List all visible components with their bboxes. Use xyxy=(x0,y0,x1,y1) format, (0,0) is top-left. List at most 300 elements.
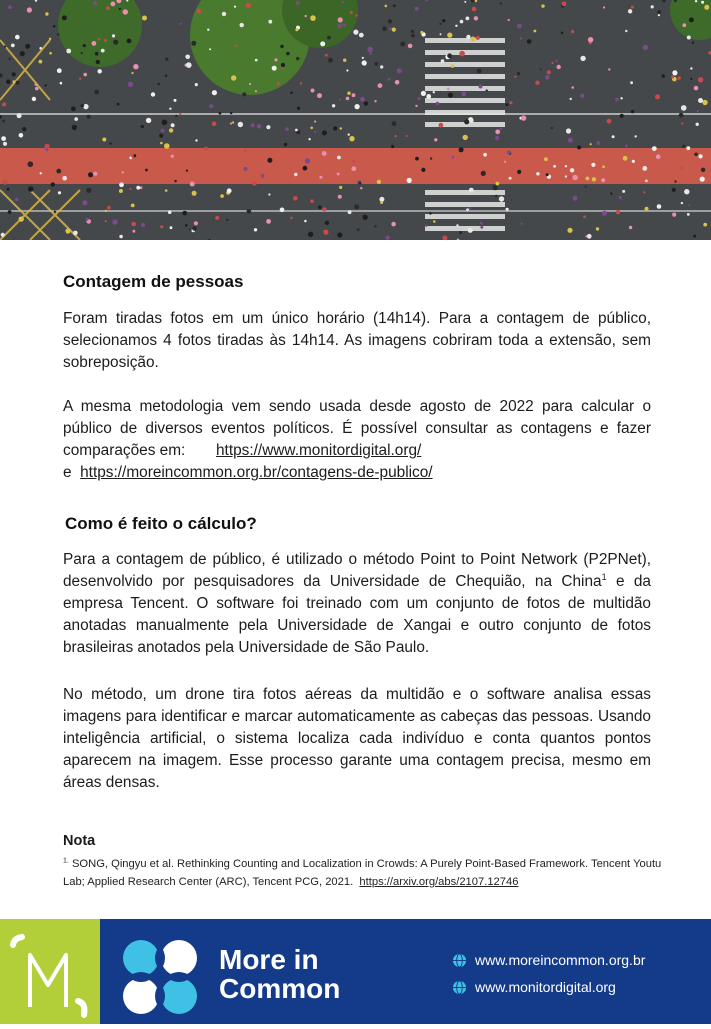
person-dot xyxy=(119,182,124,187)
person-dot xyxy=(645,207,649,211)
person-dot xyxy=(123,9,128,14)
person-dot xyxy=(141,223,145,227)
person-dot xyxy=(62,176,67,181)
person-dot xyxy=(252,181,257,186)
person-dot xyxy=(483,153,487,157)
person-dot xyxy=(374,62,378,66)
person-dot xyxy=(565,175,567,177)
person-dot xyxy=(310,127,313,130)
person-dot xyxy=(209,104,213,108)
paragraph-drone-method: No método, um drone tira fotos aéreas da multidão e o software analisa essas imagens para identificar e marcar automaticamente as cabeças das pessoas. Usando inteligência artificial, o sistema localiza cada indivíduo e conta quantos pontos aparecem na imagem. Esse processo garante uma contagem precisa, mesmo em áreas densas. xyxy=(63,686,651,791)
person-dot xyxy=(191,41,196,46)
person-dot xyxy=(65,228,70,233)
person-dot xyxy=(2,120,5,123)
person-dot xyxy=(162,120,168,126)
person-dot xyxy=(39,47,42,50)
person-dot xyxy=(230,112,232,114)
paragraph-p2pnet xyxy=(63,549,651,659)
person-dot xyxy=(333,126,337,130)
person-dot xyxy=(310,199,314,203)
person-dot xyxy=(15,198,18,201)
person-dot xyxy=(186,170,188,172)
person-dot xyxy=(111,2,116,7)
person-dot xyxy=(195,83,198,86)
person-dot xyxy=(83,73,87,77)
person-dot xyxy=(380,65,383,68)
person-dot xyxy=(362,57,364,59)
person-dot xyxy=(106,6,110,10)
person-dot xyxy=(565,165,567,167)
person-dot xyxy=(242,92,246,96)
section-title-calculation: Como é feito o cálculo? xyxy=(65,514,257,533)
person-dot xyxy=(131,222,136,227)
reference-note xyxy=(63,855,663,891)
person-dot xyxy=(509,177,512,180)
person-dot xyxy=(601,178,605,182)
person-dot xyxy=(657,204,662,209)
person-dot xyxy=(54,210,56,212)
person-dot xyxy=(179,113,181,115)
person-dot xyxy=(119,235,123,239)
person-dot xyxy=(119,8,121,10)
person-dot xyxy=(476,36,480,40)
person-dot xyxy=(186,62,192,68)
p2pnet-text-b: e da empresa Tencent. O software foi treinado com um conjunto de fotos de multidão anotadas manualmente pela Universidade de Xangai e outro conjunto de fotos brasileiras anotados pela Universidade de São Paulo. xyxy=(63,573,651,656)
person-dot xyxy=(629,226,632,229)
person-dot xyxy=(212,90,217,95)
person-dot xyxy=(527,39,532,44)
person-dot xyxy=(58,191,61,194)
person-dot xyxy=(703,223,707,227)
person-dot xyxy=(12,72,16,76)
person-dot xyxy=(337,173,340,176)
person-dot xyxy=(98,38,100,40)
note-title: Nota xyxy=(63,833,96,849)
person-dot xyxy=(474,16,478,20)
person-dot xyxy=(295,28,298,31)
person-dot xyxy=(464,119,469,124)
person-dot xyxy=(689,17,694,22)
person-dot xyxy=(517,24,522,29)
person-dot xyxy=(630,81,633,84)
person-dot xyxy=(486,89,488,91)
person-dot xyxy=(651,5,654,8)
person-dot xyxy=(355,14,357,16)
person-dot xyxy=(455,25,457,27)
person-dot xyxy=(39,60,43,64)
person-dot xyxy=(71,106,76,111)
person-dot xyxy=(16,81,20,85)
person-dot xyxy=(682,145,685,148)
person-dot xyxy=(28,186,34,192)
person-dot xyxy=(700,177,705,182)
person-dot xyxy=(466,17,470,21)
person-dot xyxy=(430,157,432,159)
person-dot xyxy=(72,125,77,130)
person-dot xyxy=(290,217,292,219)
person-dot xyxy=(337,156,341,160)
person-dot xyxy=(573,175,578,180)
person-dot xyxy=(562,1,567,6)
person-dot xyxy=(433,91,435,93)
person-dot xyxy=(308,232,313,237)
person-dot xyxy=(27,7,32,12)
person-dot xyxy=(234,6,236,8)
person-dot xyxy=(698,77,703,82)
person-dot xyxy=(701,168,705,172)
person-dot xyxy=(698,98,703,103)
person-dot xyxy=(479,85,483,89)
person-dot xyxy=(672,188,676,192)
person-dot xyxy=(610,192,612,194)
person-dot xyxy=(255,59,258,62)
person-dot xyxy=(15,35,20,40)
person-dot xyxy=(625,145,628,148)
person-dot xyxy=(180,23,182,25)
person-dot xyxy=(684,189,689,194)
person-dot xyxy=(274,58,277,61)
person-dot xyxy=(268,193,270,195)
person-dot xyxy=(2,179,7,184)
person-dot xyxy=(286,52,289,55)
person-dot xyxy=(447,87,450,90)
person-dot xyxy=(347,92,350,95)
person-dot xyxy=(620,97,622,99)
person-dot xyxy=(235,45,237,47)
person-dot xyxy=(28,161,34,167)
person-dot xyxy=(557,65,561,69)
person-dot xyxy=(2,103,6,107)
person-dot xyxy=(168,210,172,214)
person-dot xyxy=(343,23,347,27)
person-dot xyxy=(510,101,513,104)
person-dot xyxy=(96,60,100,64)
person-dot xyxy=(319,176,322,179)
person-dot xyxy=(460,20,464,24)
person-dot xyxy=(40,172,42,174)
person-dot xyxy=(546,173,549,176)
person-dot xyxy=(131,72,133,74)
person-dot xyxy=(311,89,315,93)
person-dot xyxy=(171,155,174,158)
person-dot xyxy=(83,44,86,47)
person-dot xyxy=(325,221,329,225)
site-monitordigital-label: www.monitordigital.org xyxy=(475,979,616,995)
person-dot xyxy=(79,78,81,80)
person-dot xyxy=(255,90,257,92)
site-moreincommon-label: www.moreincommon.org.br xyxy=(475,952,646,968)
person-dot xyxy=(151,92,155,96)
person-dot xyxy=(699,154,703,158)
person-dot xyxy=(394,135,396,137)
person-dot xyxy=(499,196,504,201)
person-dot xyxy=(544,157,548,161)
person-dot xyxy=(86,188,91,193)
person-dot xyxy=(652,146,657,151)
arxiv-link[interactable]: https://arxiv.org/abs/2107.12746 xyxy=(359,876,519,888)
person-dot xyxy=(380,201,383,204)
person-dot xyxy=(555,60,557,62)
person-dot xyxy=(102,138,106,142)
person-dot xyxy=(388,19,392,23)
person-dot xyxy=(701,1,704,4)
person-dot xyxy=(93,1,98,6)
person-dot xyxy=(602,165,605,168)
person-dot xyxy=(128,82,133,87)
person-dot xyxy=(672,213,676,217)
person-dot xyxy=(317,93,322,98)
person-dot xyxy=(175,115,177,117)
person-dot xyxy=(339,99,341,101)
person-dot xyxy=(318,206,322,210)
person-dot xyxy=(215,216,219,220)
person-dot xyxy=(141,125,144,128)
person-dot xyxy=(448,93,453,98)
person-dot xyxy=(570,98,572,100)
person-dot xyxy=(212,121,217,126)
person-dot xyxy=(332,104,335,107)
link-joiner: e xyxy=(63,464,72,481)
person-dot xyxy=(608,68,610,70)
person-dot xyxy=(692,42,694,44)
person-dot xyxy=(459,231,462,234)
person-dot xyxy=(547,70,551,74)
person-dot xyxy=(113,40,118,45)
person-dot xyxy=(616,210,621,215)
person-dot xyxy=(8,210,12,214)
person-dot xyxy=(464,1,466,3)
person-dot xyxy=(545,75,550,80)
person-dot xyxy=(8,58,10,60)
person-dot xyxy=(408,44,413,49)
person-dot xyxy=(280,45,283,48)
site-monitordigital[interactable] xyxy=(452,979,616,995)
person-dot xyxy=(303,166,308,171)
site-moreincommon[interactable] xyxy=(452,952,645,968)
person-dot xyxy=(704,5,709,10)
person-dot xyxy=(359,33,364,38)
person-dot xyxy=(662,74,665,77)
person-dot xyxy=(136,186,140,190)
person-dot xyxy=(420,31,423,34)
person-dot xyxy=(44,84,47,87)
person-dot xyxy=(294,173,297,176)
person-dot xyxy=(429,212,432,215)
person-dot xyxy=(246,3,251,8)
person-dot xyxy=(304,220,307,223)
person-dot xyxy=(439,23,441,25)
person-dot xyxy=(19,133,24,138)
globe-icon xyxy=(452,980,467,995)
person-dot xyxy=(226,219,229,222)
person-dot xyxy=(566,128,571,133)
person-dot xyxy=(189,229,191,231)
person-dot xyxy=(587,234,592,239)
person-dot xyxy=(360,187,362,189)
person-dot xyxy=(607,119,612,124)
person-dot xyxy=(3,142,7,146)
person-dot xyxy=(628,9,632,13)
moreincommon-counts-link[interactable]: https://moreincommon.org.br/contagens-de-publico/ xyxy=(80,464,433,481)
brand-line-2: Common xyxy=(219,973,341,1004)
person-dot xyxy=(694,86,699,91)
person-dot xyxy=(370,52,372,54)
person-dot xyxy=(194,221,198,225)
person-dot xyxy=(81,52,83,54)
person-dot xyxy=(655,94,660,99)
four-circles-logo-icon xyxy=(122,939,198,1015)
person-dot xyxy=(346,69,348,71)
m-bracket-icon xyxy=(0,919,100,1024)
person-dot xyxy=(687,213,690,216)
monitordigital-link[interactable]: https://www.monitordigital.org/ xyxy=(216,442,422,459)
person-dot xyxy=(296,57,299,60)
person-dot xyxy=(620,114,624,118)
person-dot xyxy=(535,81,539,85)
person-dot xyxy=(468,228,473,233)
person-dot xyxy=(277,82,280,85)
person-dot xyxy=(688,204,690,206)
person-dot xyxy=(160,225,163,228)
person-dot xyxy=(514,76,516,78)
person-dot xyxy=(357,228,360,231)
person-dot xyxy=(231,75,236,80)
person-dot xyxy=(495,136,499,140)
note-number: 1. xyxy=(63,857,69,865)
person-dot xyxy=(517,72,520,75)
aerial-crowd-photo xyxy=(0,0,711,240)
person-dot xyxy=(625,30,627,32)
aerial-crowd-illustration xyxy=(0,0,711,240)
person-dot xyxy=(415,157,419,161)
person-dot xyxy=(583,215,586,218)
person-dot xyxy=(190,182,195,187)
person-dot xyxy=(354,204,359,209)
person-dot xyxy=(687,36,691,40)
person-dot xyxy=(686,146,690,150)
person-dot xyxy=(480,226,483,229)
person-dot xyxy=(348,133,350,135)
person-dot xyxy=(679,113,684,118)
person-dot xyxy=(145,169,148,172)
person-dot xyxy=(571,86,574,89)
person-dot xyxy=(452,156,455,159)
person-dot xyxy=(696,123,699,126)
person-dot xyxy=(619,196,622,199)
person-dot xyxy=(433,220,436,223)
person-dot xyxy=(534,30,537,33)
person-dot xyxy=(477,69,482,74)
person-dot xyxy=(447,33,452,38)
person-dot xyxy=(328,58,333,63)
person-dot xyxy=(459,147,464,152)
person-dot xyxy=(421,168,425,172)
person-dot xyxy=(266,219,271,224)
person-dot xyxy=(466,208,469,211)
person-dot xyxy=(251,123,255,127)
person-dot xyxy=(392,121,397,126)
person-dot xyxy=(105,220,107,222)
person-dot xyxy=(517,170,521,174)
person-dot xyxy=(66,49,71,54)
person-dot xyxy=(1,136,6,141)
person-dot xyxy=(232,121,234,123)
person-dot xyxy=(672,70,677,75)
person-dot xyxy=(631,6,634,9)
person-dot xyxy=(382,26,387,31)
person-dot xyxy=(441,59,445,63)
person-dot xyxy=(80,104,84,108)
person-dot xyxy=(397,68,402,73)
person-dot xyxy=(185,55,190,60)
person-dot xyxy=(94,90,99,95)
person-dot xyxy=(74,117,78,121)
person-dot xyxy=(463,135,468,140)
person-dot xyxy=(322,207,326,211)
person-dot xyxy=(362,215,367,220)
person-dot xyxy=(105,210,107,212)
person-dot xyxy=(57,68,62,73)
person-dot xyxy=(300,82,302,84)
person-dot xyxy=(682,23,686,27)
person-dot xyxy=(7,188,10,191)
person-dot xyxy=(254,228,257,231)
person-dot xyxy=(362,60,367,65)
person-dot xyxy=(284,143,287,146)
person-dot xyxy=(165,75,167,77)
person-dot xyxy=(350,11,353,14)
person-dot xyxy=(561,32,564,35)
person-dot xyxy=(352,93,356,97)
person-dot xyxy=(220,194,224,198)
person-dot xyxy=(133,230,136,233)
person-dot xyxy=(588,37,593,42)
person-dot xyxy=(170,226,173,229)
person-dot xyxy=(314,120,316,122)
person-dot xyxy=(551,127,553,129)
person-dot xyxy=(567,228,572,233)
person-dot xyxy=(656,154,661,159)
person-dot xyxy=(1,233,5,237)
person-dot xyxy=(690,78,692,80)
person-dot xyxy=(11,44,15,48)
person-dot xyxy=(159,134,163,138)
person-dot xyxy=(73,231,78,236)
person-dot xyxy=(643,191,645,193)
person-dot xyxy=(244,150,246,152)
person-dot xyxy=(694,153,698,157)
person-dot xyxy=(8,5,12,9)
person-dot xyxy=(495,195,497,197)
person-dot xyxy=(635,135,637,137)
person-dot xyxy=(272,66,277,71)
person-dot xyxy=(35,87,39,91)
person-dot xyxy=(411,34,415,38)
person-dot xyxy=(296,1,300,5)
person-dot xyxy=(645,180,648,183)
brand-line-1: More in xyxy=(219,944,319,975)
person-dot xyxy=(45,12,48,15)
person-dot xyxy=(674,180,676,182)
person-dot xyxy=(20,51,25,56)
person-dot xyxy=(680,167,683,170)
monogram-logo xyxy=(0,919,100,1024)
person-dot xyxy=(461,92,466,97)
person-dot xyxy=(19,216,24,221)
person-dot xyxy=(314,131,316,133)
person-dot xyxy=(338,195,342,199)
person-dot xyxy=(504,161,506,163)
